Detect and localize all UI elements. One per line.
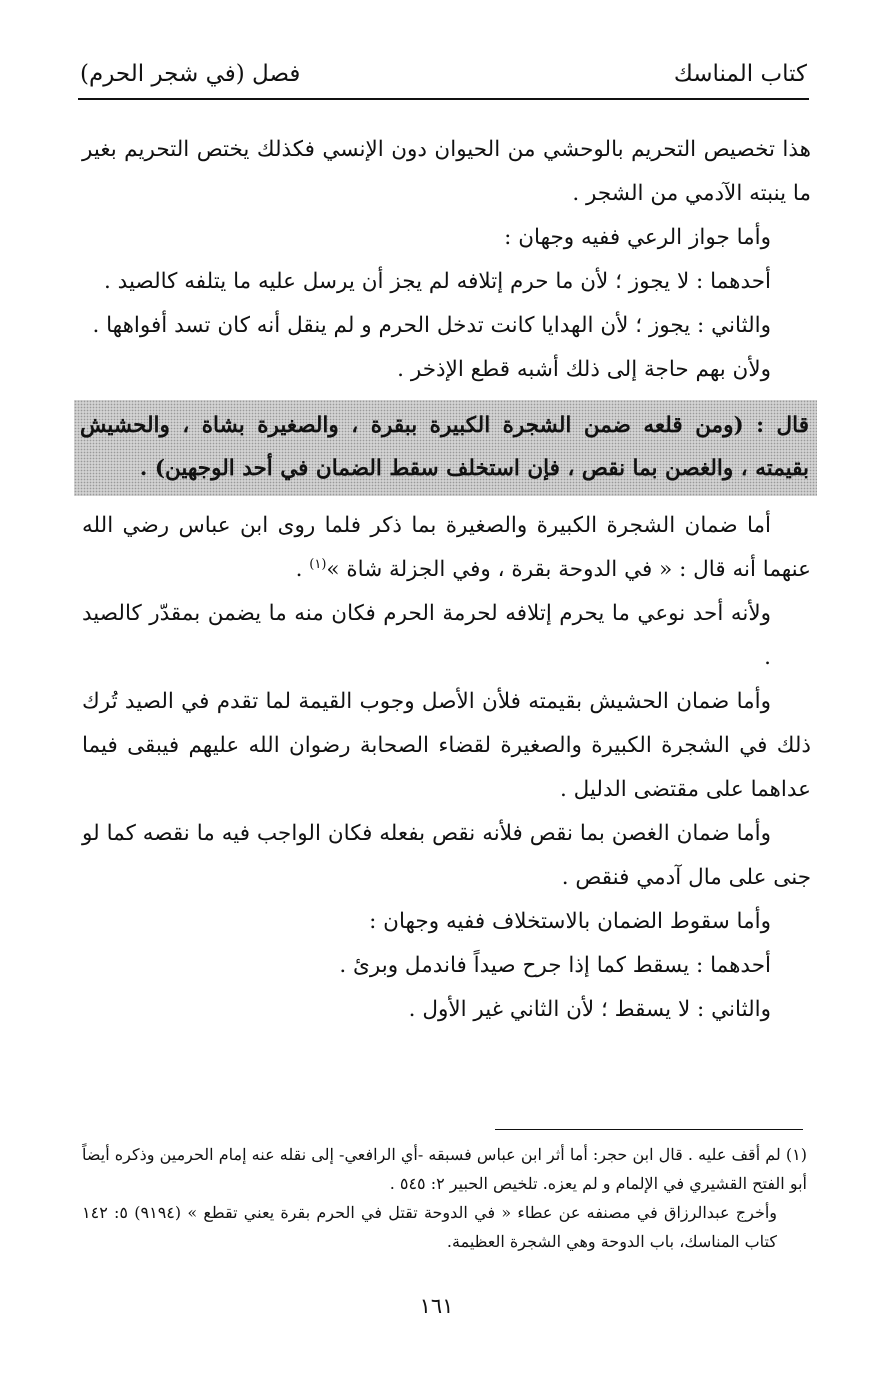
paragraph: وأما ضمان الحشيش بقيمته فلأن الأصل وجوب القيمة لما تقدم في الصيد تُرك ذلك في الشجرة الكبيرة والصغيرة لقضاء الصحابة رضوان الله عليهم فيبقى فيما عداهما على مقتضى الدليل . (82, 689, 811, 802)
footnote-rule (495, 1129, 803, 1130)
quoted-text-box (74, 400, 817, 496)
paragraph: أحدهما : يسقط كما إذا جرح صيداً فاندمل وبرئ . (339, 953, 771, 978)
main-text (82, 128, 811, 1032)
paragraph-end: . (295, 557, 310, 582)
footnotes (82, 1140, 807, 1256)
paragraph-text: أما ضمان الشجرة الكبيرة والصغيرة بما ذكر فلما روى ابن عباس رضي الله عنهما أنه قال : « في الدوحة بقرة ، وفي الجزلة شاة » (82, 513, 811, 582)
section-title: فصل (في شجر الحرم) (80, 61, 301, 87)
paragraph (82, 504, 811, 592)
paragraph: هذا تخصيص التحريم بالوحشي من الحيوان دون الإنسي فكذلك يختص التحريم بغير ما ينبته الآدمي من الشجر . (82, 137, 811, 206)
paragraph: وأما جواز الرعي ففيه وجهان : (504, 225, 771, 250)
paragraph: والثاني : لا يسقط ؛ لأن الثاني غير الأول . (408, 997, 771, 1022)
quoted-text: قال : (ومن قلعه ضمن الشجرة الكبيرة ببقرة ، والصغيرة بشاة ، والحشيش بقيمته ، والغصن بما نقص ، فإن استخلف سقط الضمان في أحد الوجهين) . (80, 413, 809, 481)
footnote-continuation: وأخرج عبدالرزاق في مصنفه عن عطاء « في الدوحة تقتل في الحرم بقرة يعني تقطع » (٩١٩٤) ٥: ١٤٢ كتاب المناسك، باب الدوحة وهي الشجرة العظيمة. (82, 1203, 778, 1251)
footnote: (١) لم أقف عليه . قال ابن حجر: أما أثر ابن عباس فسبقه -أي الرافعي- إلى نقله عنه إمام الحرمين وذكره أيضاً أبو الفتح القشيري في الإلمام و لم يعزه. تلخيص الحبير ٢: ٥٤٥ . (82, 1145, 807, 1193)
running-head (80, 52, 807, 96)
footnote-reference: (١) (309, 556, 327, 572)
paragraph: وأما سقوط الضمان بالاستخلاف ففيه وجهان : (369, 909, 771, 934)
book-title: كتاب المناسك (673, 61, 807, 87)
paragraph: ولأنه أحد نوعي ما يحرم إتلافه لحرمة الحرم فكان منه ما يضمن بمقدّر كالصيد . (82, 601, 771, 670)
paragraph: ولأن بهم حاجة إلى ذلك أشبه قطع الإذخر . (397, 357, 771, 382)
page-number: ١٦١ (419, 1294, 454, 1318)
paragraph: وأما ضمان الغصن بما نقص فلأنه نقص بفعله فكان الواجب فيه ما نقصه كما لو جنى على مال آدمي فنقص . (82, 821, 811, 890)
paragraph: والثاني : يجوز ؛ لأن الهدايا كانت تدخل الحرم و لم ينقل أنه كان تسد أفواهها . (92, 313, 771, 338)
paragraph: أحدهما : لا يجوز ؛ لأن ما حرم إتلافه لم يجز أن يرسل عليه ما يتلفه كالصيد . (103, 269, 771, 294)
header-rule (78, 98, 809, 100)
